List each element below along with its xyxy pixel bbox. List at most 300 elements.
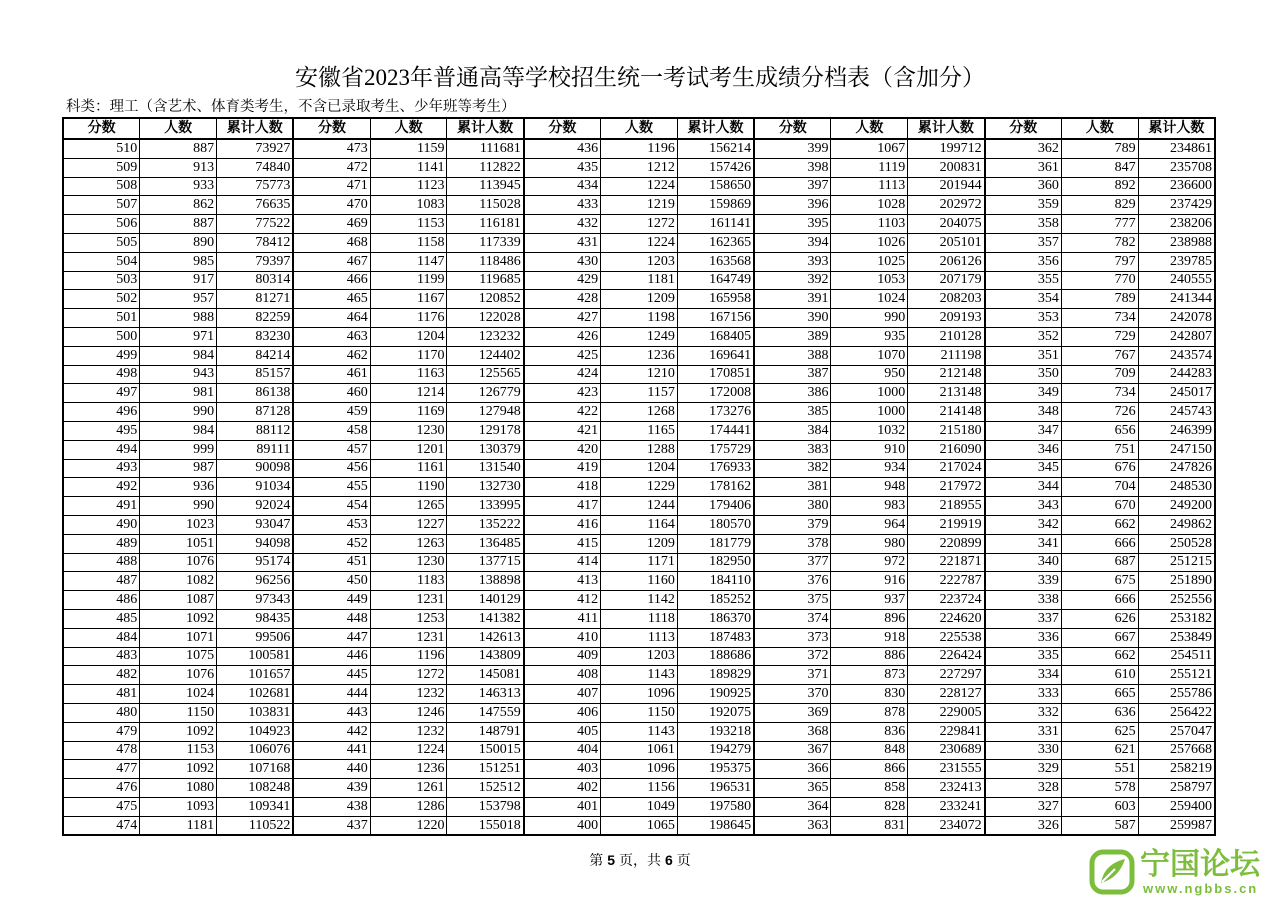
count-cell: 1201	[370, 440, 447, 459]
score-cell: 337	[985, 609, 1062, 628]
score-cell: 508	[63, 177, 140, 196]
count-cell: 918	[831, 628, 908, 647]
cumulative-cell: 84214	[217, 346, 294, 365]
current-page-number: 5	[607, 852, 615, 868]
count-cell: 1163	[370, 365, 447, 384]
cumulative-cell: 157426	[677, 158, 754, 177]
score-cell: 482	[63, 666, 140, 685]
score-cell: 370	[754, 685, 831, 704]
score-cell: 386	[754, 384, 831, 403]
count-cell: 1160	[601, 572, 678, 591]
cumulative-cell: 229841	[908, 722, 985, 741]
score-cell: 445	[293, 666, 370, 685]
cumulative-cell: 217972	[908, 478, 985, 497]
score-cell: 438	[293, 797, 370, 816]
score-cell: 373	[754, 628, 831, 647]
score-cell: 384	[754, 421, 831, 440]
count-cell: 666	[1061, 591, 1138, 610]
score-cell: 481	[63, 685, 140, 704]
count-cell: 1025	[831, 252, 908, 271]
cumulative-cell: 120852	[447, 290, 524, 309]
cumulative-cell: 87128	[217, 403, 294, 422]
count-cell: 1049	[601, 797, 678, 816]
count-cell: 936	[140, 478, 217, 497]
score-cell: 469	[293, 215, 370, 234]
count-cell: 1190	[370, 478, 447, 497]
count-cell: 1272	[370, 666, 447, 685]
score-cell: 470	[293, 196, 370, 215]
score-cell: 419	[524, 459, 601, 478]
count-cell: 1268	[601, 403, 678, 422]
cumulative-cell: 212148	[908, 365, 985, 384]
table-row	[63, 760, 1215, 779]
cumulative-cell: 259400	[1138, 797, 1215, 816]
count-cell: 670	[1061, 497, 1138, 516]
cumulative-cell: 244283	[1138, 365, 1215, 384]
count-cell: 1158	[370, 233, 447, 252]
cumulative-cell: 238206	[1138, 215, 1215, 234]
table-row	[63, 816, 1215, 835]
cumulative-cell: 86138	[217, 384, 294, 403]
footer-suffix: 页	[676, 854, 691, 869]
score-cell: 478	[63, 741, 140, 760]
score-cell: 425	[524, 346, 601, 365]
cumulative-cell: 172008	[677, 384, 754, 403]
score-cell: 383	[754, 440, 831, 459]
cumulative-cell: 102681	[217, 685, 294, 704]
cumulative-cell: 141382	[447, 609, 524, 628]
count-cell: 1170	[370, 346, 447, 365]
cumulative-cell: 163568	[677, 252, 754, 271]
score-cell: 411	[524, 609, 601, 628]
score-cell: 424	[524, 365, 601, 384]
count-cell: 610	[1061, 666, 1138, 685]
score-cell: 480	[63, 703, 140, 722]
count-cell: 828	[831, 797, 908, 816]
score-cell: 385	[754, 403, 831, 422]
score-cell: 420	[524, 440, 601, 459]
count-cell: 887	[140, 139, 217, 158]
count-cell: 662	[1061, 515, 1138, 534]
cumulative-cell: 117339	[447, 233, 524, 252]
count-cell: 1261	[370, 779, 447, 798]
score-cell: 390	[754, 309, 831, 328]
count-cell: 1093	[140, 797, 217, 816]
cumulative-cell: 178162	[677, 478, 754, 497]
table-row	[63, 572, 1215, 591]
count-cell: 1096	[601, 760, 678, 779]
score-cell: 450	[293, 572, 370, 591]
cumulative-cell: 126779	[447, 384, 524, 403]
cumulative-cell: 110522	[217, 816, 294, 835]
cumulative-column-header: 累计人数	[447, 118, 524, 139]
count-cell: 789	[1061, 290, 1138, 309]
cumulative-cell: 164749	[677, 271, 754, 290]
score-cell: 462	[293, 346, 370, 365]
cumulative-cell: 124402	[447, 346, 524, 365]
cumulative-cell: 179406	[677, 497, 754, 516]
score-cell: 415	[524, 534, 601, 553]
count-cell: 1224	[601, 233, 678, 252]
count-cell: 1199	[370, 271, 447, 290]
count-cell: 990	[140, 497, 217, 516]
count-cell: 1204	[370, 327, 447, 346]
score-cell: 501	[63, 309, 140, 328]
score-cell: 354	[985, 290, 1062, 309]
cumulative-cell: 92024	[217, 497, 294, 516]
cumulative-cell: 214148	[908, 403, 985, 422]
count-cell: 667	[1061, 628, 1138, 647]
score-cell: 433	[524, 196, 601, 215]
score-cell: 487	[63, 572, 140, 591]
count-cell: 729	[1061, 327, 1138, 346]
cumulative-cell: 247150	[1138, 440, 1215, 459]
cumulative-cell: 257047	[1138, 722, 1215, 741]
score-cell: 349	[985, 384, 1062, 403]
cumulative-cell: 184110	[677, 572, 754, 591]
score-cell: 362	[985, 139, 1062, 158]
count-cell: 985	[140, 252, 217, 271]
score-cell: 485	[63, 609, 140, 628]
cumulative-cell: 145081	[447, 666, 524, 685]
count-cell: 1067	[831, 139, 908, 158]
forum-logo-name: 宁国论坛	[1140, 847, 1260, 882]
count-column-header: 人数	[601, 118, 678, 139]
count-cell: 1153	[370, 215, 447, 234]
score-cell: 333	[985, 685, 1062, 704]
score-cell: 398	[754, 158, 831, 177]
cumulative-cell: 233241	[908, 797, 985, 816]
score-cell: 490	[63, 515, 140, 534]
cumulative-cell: 85157	[217, 365, 294, 384]
table-row	[63, 365, 1215, 384]
cumulative-cell: 247826	[1138, 459, 1215, 478]
cumulative-cell: 83230	[217, 327, 294, 346]
score-cell: 399	[754, 139, 831, 158]
cumulative-cell: 252556	[1138, 591, 1215, 610]
total-page-number: 6	[665, 852, 673, 868]
score-cell: 351	[985, 346, 1062, 365]
count-cell: 971	[140, 327, 217, 346]
count-column-header: 人数	[831, 118, 908, 139]
score-cell: 363	[754, 816, 831, 835]
cumulative-cell: 109341	[217, 797, 294, 816]
cumulative-cell: 173276	[677, 403, 754, 422]
cumulative-cell: 220899	[908, 534, 985, 553]
count-cell: 734	[1061, 309, 1138, 328]
score-cell: 507	[63, 196, 140, 215]
score-cell: 492	[63, 478, 140, 497]
cumulative-cell: 199712	[908, 139, 985, 158]
cumulative-cell: 238988	[1138, 233, 1215, 252]
cumulative-cell: 147559	[447, 703, 524, 722]
count-cell: 1026	[831, 233, 908, 252]
score-cell: 461	[293, 365, 370, 384]
cumulative-cell: 175729	[677, 440, 754, 459]
score-column-header: 分数	[754, 118, 831, 139]
count-cell: 1176	[370, 309, 447, 328]
cumulative-cell: 186370	[677, 609, 754, 628]
count-cell: 830	[831, 685, 908, 704]
cumulative-cell: 169641	[677, 346, 754, 365]
table-row	[63, 797, 1215, 816]
score-cell: 338	[985, 591, 1062, 610]
score-cell: 378	[754, 534, 831, 553]
score-cell: 502	[63, 290, 140, 309]
cumulative-cell: 221871	[908, 553, 985, 572]
count-cell: 656	[1061, 421, 1138, 440]
cumulative-cell: 99506	[217, 628, 294, 647]
count-cell: 621	[1061, 741, 1138, 760]
score-cell: 442	[293, 722, 370, 741]
cumulative-cell: 119685	[447, 271, 524, 290]
score-cell: 347	[985, 421, 1062, 440]
count-cell: 1214	[370, 384, 447, 403]
count-column-header: 人数	[370, 118, 447, 139]
cumulative-cell: 242807	[1138, 327, 1215, 346]
score-cell: 377	[754, 553, 831, 572]
count-cell: 836	[831, 722, 908, 741]
score-cell: 423	[524, 384, 601, 403]
count-cell: 1224	[370, 741, 447, 760]
cumulative-cell: 196531	[677, 779, 754, 798]
cumulative-column-header: 累计人数	[1138, 118, 1215, 139]
count-cell: 687	[1061, 553, 1138, 572]
score-cell: 491	[63, 497, 140, 516]
count-cell: 1212	[601, 158, 678, 177]
count-cell: 578	[1061, 779, 1138, 798]
count-cell: 1141	[370, 158, 447, 177]
cumulative-cell: 79397	[217, 252, 294, 271]
score-cell: 497	[63, 384, 140, 403]
table-row	[63, 478, 1215, 497]
count-cell: 1000	[831, 403, 908, 422]
cumulative-cell: 198645	[677, 816, 754, 835]
score-cell: 387	[754, 365, 831, 384]
cumulative-cell: 140129	[447, 591, 524, 610]
score-cell: 364	[754, 797, 831, 816]
cumulative-cell: 232413	[908, 779, 985, 798]
score-cell: 500	[63, 327, 140, 346]
footer-prefix: 第	[589, 854, 604, 869]
table-body	[63, 139, 1215, 835]
count-cell: 1164	[601, 515, 678, 534]
count-cell: 767	[1061, 346, 1138, 365]
score-cell: 503	[63, 271, 140, 290]
count-cell: 797	[1061, 252, 1138, 271]
cumulative-cell: 210128	[908, 327, 985, 346]
document-subtitle: 科类：理工（含艺术、体育类考生，不含已录取考生、少年班等考生）	[66, 99, 516, 115]
score-cell: 435	[524, 158, 601, 177]
cumulative-cell: 219919	[908, 515, 985, 534]
score-cell: 412	[524, 591, 601, 610]
count-cell: 858	[831, 779, 908, 798]
cumulative-cell: 158650	[677, 177, 754, 196]
cumulative-cell: 113945	[447, 177, 524, 196]
cumulative-cell: 91034	[217, 478, 294, 497]
score-cell: 465	[293, 290, 370, 309]
count-cell: 676	[1061, 459, 1138, 478]
count-cell: 1265	[370, 497, 447, 516]
score-cell: 376	[754, 572, 831, 591]
score-cell: 510	[63, 139, 140, 158]
count-cell: 1288	[601, 440, 678, 459]
score-cell: 488	[63, 553, 140, 572]
table-row	[63, 440, 1215, 459]
table-row	[63, 779, 1215, 798]
cumulative-cell: 174441	[677, 421, 754, 440]
score-cell: 408	[524, 666, 601, 685]
cumulative-cell: 257668	[1138, 741, 1215, 760]
cumulative-cell: 218955	[908, 497, 985, 516]
cumulative-cell: 253182	[1138, 609, 1215, 628]
score-distribution-table	[62, 117, 1216, 836]
score-cell: 358	[985, 215, 1062, 234]
cumulative-cell: 98435	[217, 609, 294, 628]
cumulative-cell: 249862	[1138, 515, 1215, 534]
cumulative-cell: 181779	[677, 534, 754, 553]
table-row	[63, 591, 1215, 610]
count-cell: 1118	[601, 609, 678, 628]
count-cell: 1161	[370, 459, 447, 478]
count-cell: 1236	[370, 760, 447, 779]
count-cell: 1224	[601, 177, 678, 196]
score-cell: 484	[63, 628, 140, 647]
count-cell: 704	[1061, 478, 1138, 497]
count-cell: 1150	[601, 703, 678, 722]
count-cell: 1263	[370, 534, 447, 553]
count-cell: 990	[140, 403, 217, 422]
count-cell: 1165	[601, 421, 678, 440]
cumulative-column-header: 累计人数	[908, 118, 985, 139]
cumulative-cell: 73927	[217, 139, 294, 158]
count-cell: 1209	[601, 290, 678, 309]
score-cell: 328	[985, 779, 1062, 798]
count-cell: 1253	[370, 609, 447, 628]
score-cell: 460	[293, 384, 370, 403]
count-cell: 587	[1061, 816, 1138, 835]
count-cell: 847	[1061, 158, 1138, 177]
score-cell: 407	[524, 685, 601, 704]
cumulative-cell: 246399	[1138, 421, 1215, 440]
count-cell: 829	[1061, 196, 1138, 215]
score-cell: 427	[524, 309, 601, 328]
score-cell: 455	[293, 478, 370, 497]
cumulative-cell: 82259	[217, 309, 294, 328]
score-cell: 458	[293, 421, 370, 440]
cumulative-cell: 249200	[1138, 497, 1215, 516]
count-column-header: 人数	[140, 118, 217, 139]
cumulative-cell: 193218	[677, 722, 754, 741]
table-row	[63, 403, 1215, 422]
score-cell: 422	[524, 403, 601, 422]
cumulative-cell: 201944	[908, 177, 985, 196]
cumulative-cell: 254511	[1138, 647, 1215, 666]
count-cell: 1210	[601, 365, 678, 384]
score-cell: 459	[293, 403, 370, 422]
score-cell: 454	[293, 497, 370, 516]
cumulative-cell: 190925	[677, 685, 754, 704]
count-cell: 1092	[140, 609, 217, 628]
count-cell: 1196	[601, 139, 678, 158]
count-cell: 1023	[140, 515, 217, 534]
count-cell: 1070	[831, 346, 908, 365]
cumulative-cell: 230689	[908, 741, 985, 760]
score-cell: 474	[63, 816, 140, 835]
cumulative-cell: 106076	[217, 741, 294, 760]
cumulative-cell: 159869	[677, 196, 754, 215]
count-cell: 1092	[140, 760, 217, 779]
cumulative-cell: 168405	[677, 327, 754, 346]
count-cell: 734	[1061, 384, 1138, 403]
score-cell: 367	[754, 741, 831, 760]
table-row	[63, 497, 1215, 516]
cumulative-cell: 162365	[677, 233, 754, 252]
cumulative-cell: 150015	[447, 741, 524, 760]
table-row	[63, 666, 1215, 685]
score-cell: 326	[985, 816, 1062, 835]
score-cell: 489	[63, 534, 140, 553]
count-cell: 1230	[370, 421, 447, 440]
cumulative-cell: 88112	[217, 421, 294, 440]
cumulative-cell: 242078	[1138, 309, 1215, 328]
cumulative-cell: 138898	[447, 572, 524, 591]
count-cell: 1051	[140, 534, 217, 553]
count-cell: 625	[1061, 722, 1138, 741]
count-cell: 935	[831, 327, 908, 346]
score-cell: 447	[293, 628, 370, 647]
table-head	[63, 118, 1215, 139]
score-cell: 437	[293, 816, 370, 835]
cumulative-cell: 192075	[677, 703, 754, 722]
cumulative-cell: 216090	[908, 440, 985, 459]
score-cell: 414	[524, 553, 601, 572]
count-cell: 1123	[370, 177, 447, 196]
count-cell: 1142	[601, 591, 678, 610]
cumulative-column-header: 累计人数	[677, 118, 754, 139]
score-cell: 350	[985, 365, 1062, 384]
cumulative-cell: 259987	[1138, 816, 1215, 835]
count-cell: 626	[1061, 609, 1138, 628]
score-cell: 381	[754, 478, 831, 497]
count-cell: 770	[1061, 271, 1138, 290]
cumulative-cell: 116181	[447, 215, 524, 234]
count-cell: 1075	[140, 647, 217, 666]
count-cell: 1167	[370, 290, 447, 309]
table-row	[63, 421, 1215, 440]
count-cell: 1053	[831, 271, 908, 290]
table-row	[63, 327, 1215, 346]
cumulative-cell: 112822	[447, 158, 524, 177]
cumulative-cell: 156214	[677, 139, 754, 158]
cumulative-cell: 234072	[908, 816, 985, 835]
score-cell: 355	[985, 271, 1062, 290]
cumulative-cell: 118486	[447, 252, 524, 271]
count-cell: 1024	[140, 685, 217, 704]
table-row	[63, 271, 1215, 290]
score-cell: 397	[754, 177, 831, 196]
cumulative-cell: 207179	[908, 271, 985, 290]
score-cell: 434	[524, 177, 601, 196]
cumulative-cell: 80314	[217, 271, 294, 290]
score-cell: 335	[985, 647, 1062, 666]
score-cell: 430	[524, 252, 601, 271]
score-cell: 389	[754, 327, 831, 346]
score-cell: 495	[63, 421, 140, 440]
cumulative-cell: 152512	[447, 779, 524, 798]
score-cell: 436	[524, 139, 601, 158]
score-cell: 360	[985, 177, 1062, 196]
